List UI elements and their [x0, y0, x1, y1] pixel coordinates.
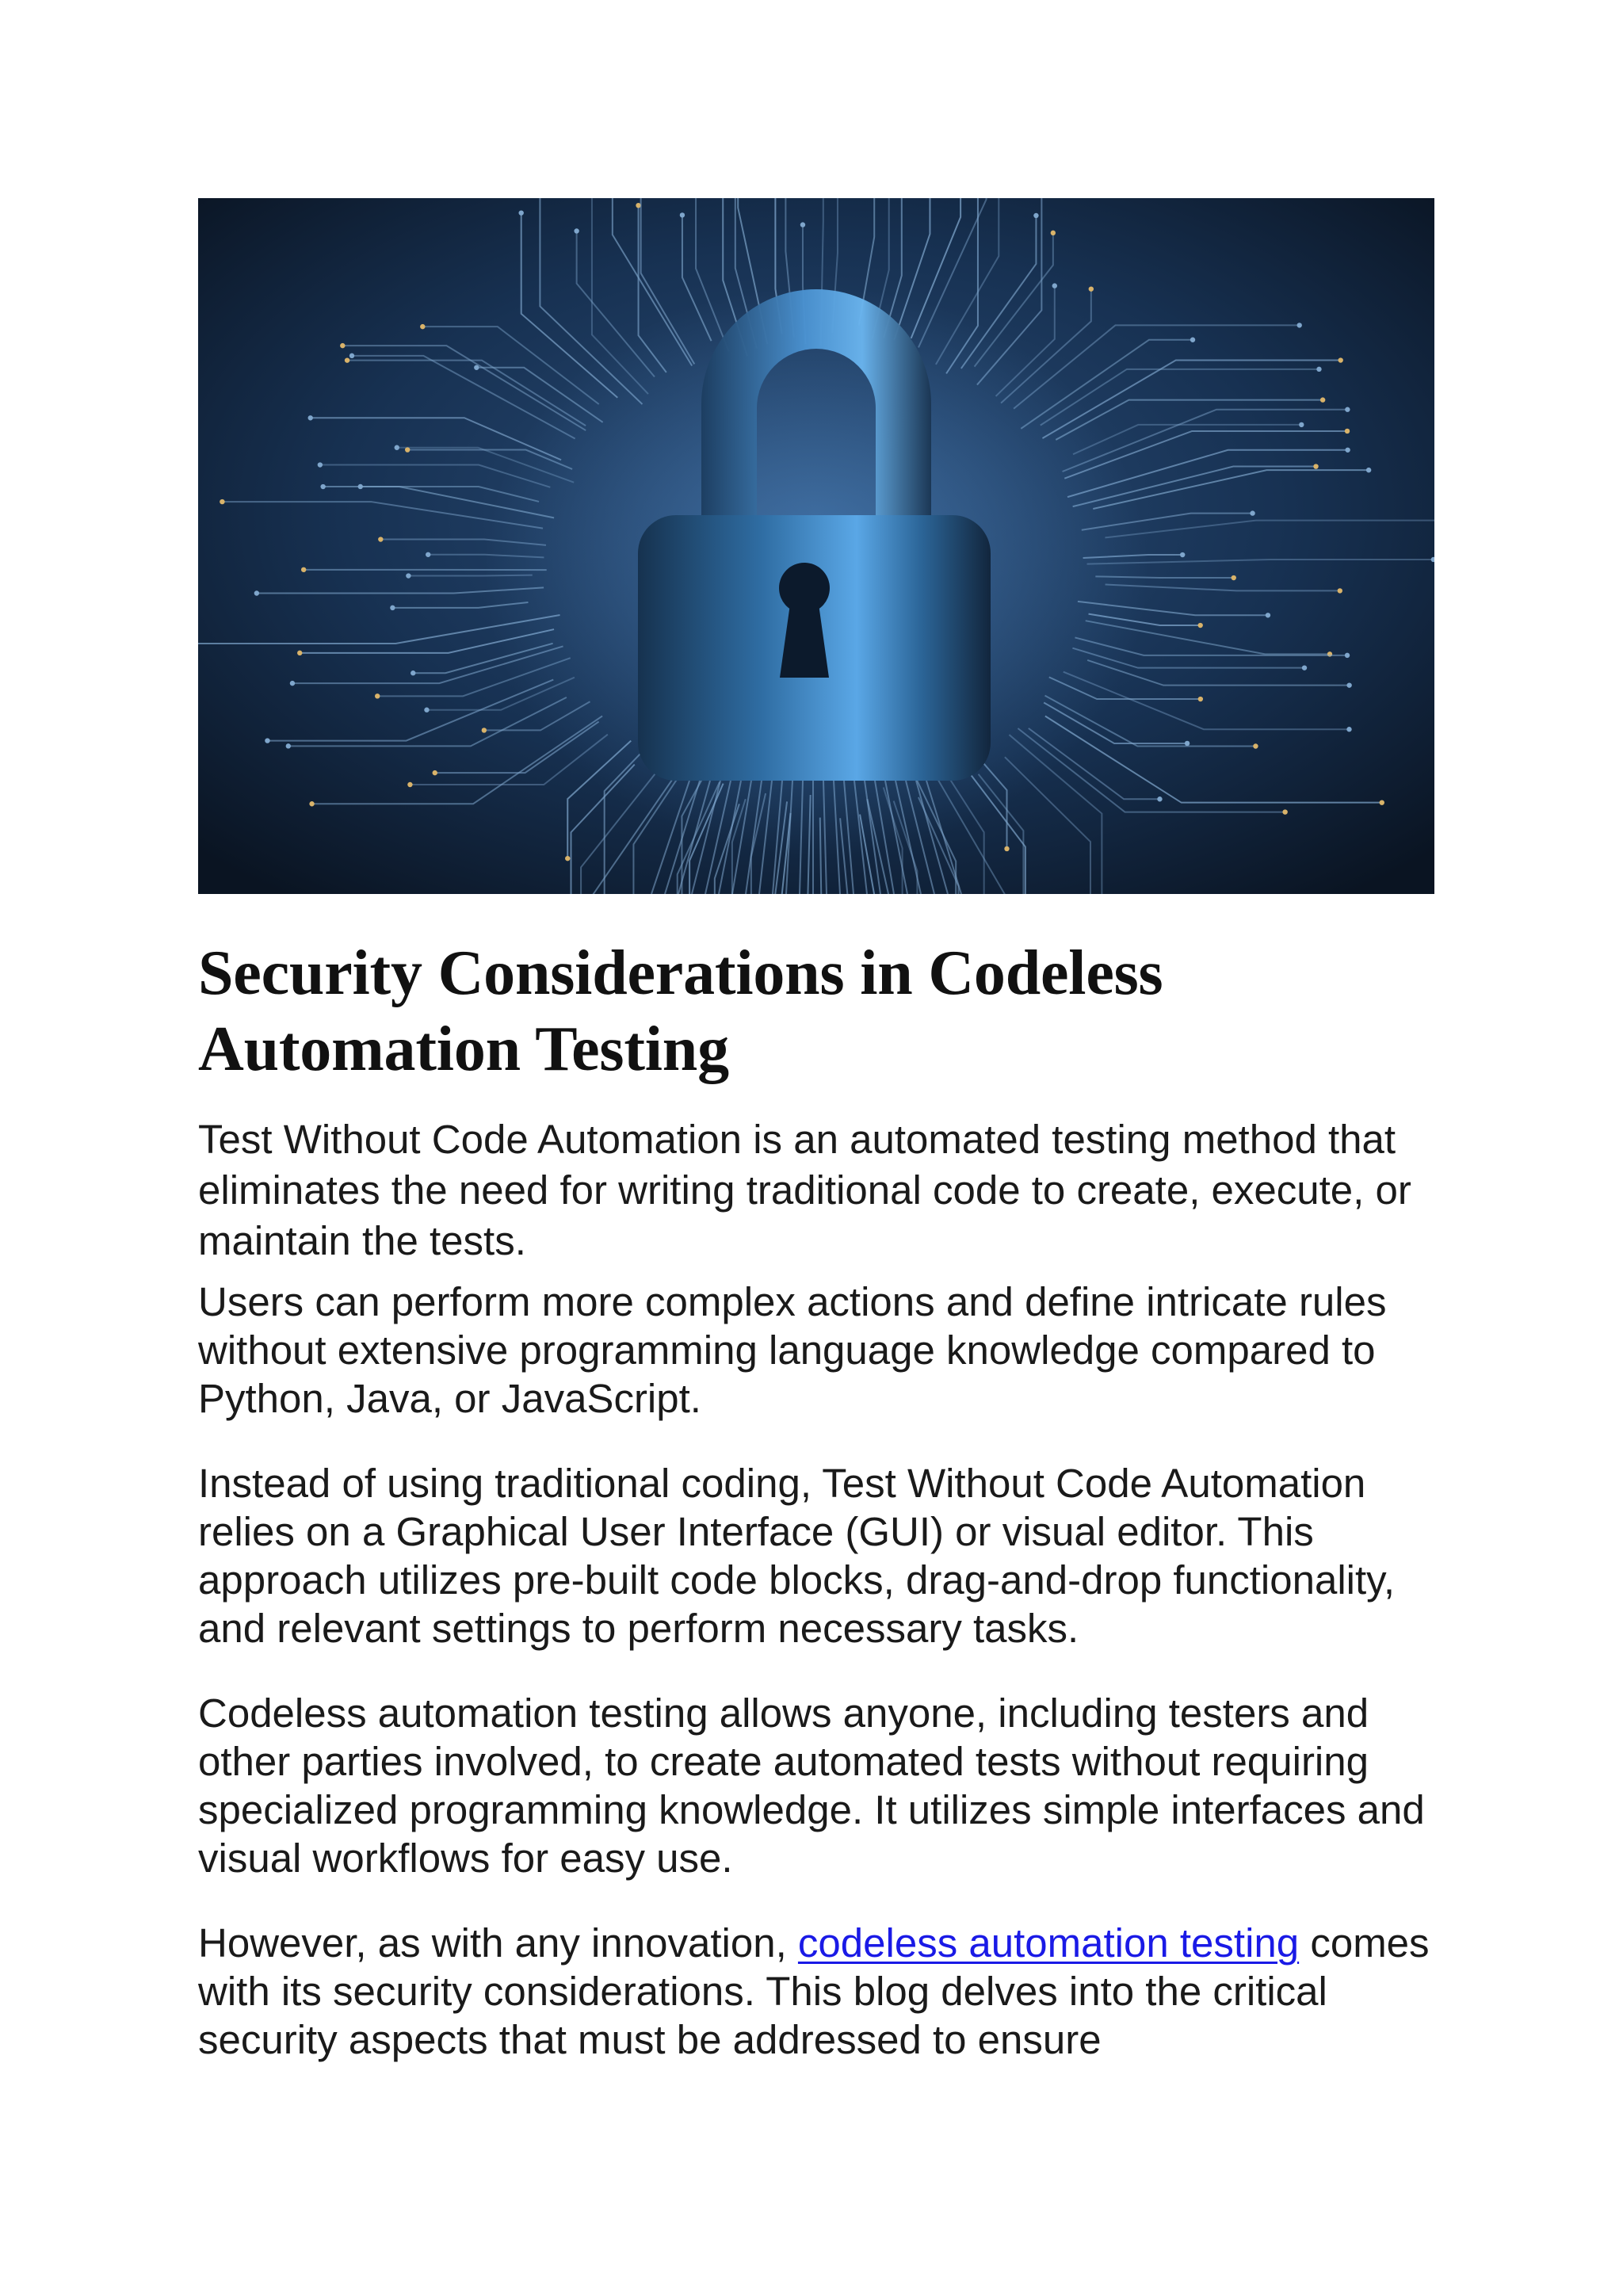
circuit-node — [265, 738, 269, 743]
circuit-node — [1190, 338, 1195, 342]
circuit-node — [680, 212, 685, 217]
circuit-node — [1052, 283, 1057, 288]
title-line-1: Security Considerations in Codeless — [198, 938, 1163, 1008]
paragraph-gui: Instead of using traditional coding, Test Without Code Automation relies on a Graphical User Interface (GUI) or visual editor. This approach utilizes pre-built code blocks, drag-and-drop functionality, and relevant settings to perform necessary tasks. — [198, 1461, 1396, 1651]
circuit-node — [518, 210, 523, 215]
circuit-lock-illustration — [198, 198, 1434, 894]
circuit-node — [1346, 682, 1351, 687]
circuit-node — [301, 567, 306, 572]
circuit-node — [474, 365, 479, 370]
circuit-node — [220, 499, 224, 504]
circuit-node — [290, 681, 295, 686]
circuit-node — [1345, 448, 1350, 453]
circuit-node — [574, 228, 579, 233]
circuit-node — [1380, 800, 1384, 804]
circuit-node — [1313, 464, 1318, 468]
hero-image — [198, 198, 1434, 894]
circuit-node — [254, 590, 259, 595]
circuit-node — [1157, 797, 1162, 801]
circuit-node — [424, 708, 429, 712]
circuit-node — [1346, 727, 1351, 732]
circuit-node — [1345, 653, 1350, 658]
circuit-node — [1345, 429, 1350, 434]
title-line-2: Automation Testing — [198, 1014, 729, 1084]
paragraph-intro: Test Without Code Automation is an automated testing method that eliminates the need for writing traditional code to create, execute, or maintain the tests. — [198, 1117, 1411, 1263]
circuit-node — [320, 484, 325, 489]
circuit-node — [800, 222, 805, 227]
circuit-node — [1198, 697, 1203, 701]
circuit-node — [426, 552, 430, 557]
circuit-node — [1338, 357, 1342, 362]
circuit-node — [1345, 407, 1350, 412]
circuit-node — [308, 415, 313, 420]
circuit-node — [1180, 552, 1185, 557]
circuit-node — [1320, 397, 1325, 402]
circuit-node — [309, 801, 314, 806]
circuit-node — [375, 693, 380, 698]
circuit-node — [420, 324, 425, 329]
circuit-node — [1004, 846, 1009, 851]
circuit-node — [1232, 575, 1236, 580]
circuit-node — [1089, 286, 1094, 291]
codeless-automation-testing-link[interactable]: codeless automation testing — [797, 1920, 1300, 1966]
circuit-node — [345, 357, 349, 362]
circuit-node — [1299, 422, 1304, 427]
paragraph-security-lead: However, as with any innovation, — [198, 1920, 798, 1966]
circuit-node — [406, 573, 411, 578]
paragraph-codeless: Codeless automation testing allows anyone, including testers and other parties involved, to create automated tests without requiring specialized programming knowledge. It utilizes simple interfaces and visual workflows for easy use. — [198, 1690, 1425, 1881]
circuit-node — [1197, 623, 1202, 628]
circuit-node — [1033, 213, 1038, 218]
circuit-node — [318, 462, 323, 467]
circuit-node — [407, 782, 412, 787]
circuit-node — [395, 445, 399, 450]
circuit-node — [390, 606, 395, 610]
circuit-node — [411, 670, 415, 675]
circuit-node — [1250, 510, 1254, 515]
circuit-node — [358, 484, 363, 489]
circuit-node — [340, 343, 345, 348]
circuit-node — [1338, 588, 1342, 593]
circuit-node — [1282, 809, 1287, 814]
circuit-node — [405, 447, 410, 452]
paragraph-users: Users can perform more complex actions and define intricate rules without extensive programming language knowledge compared to Python, Java, or JavaScript. — [198, 1279, 1387, 1421]
circuit-node — [433, 770, 437, 775]
circuit-node — [1051, 231, 1056, 235]
article-body — [198, 935, 1434, 2064]
article-title — [198, 935, 1434, 1087]
circuit-node — [1266, 613, 1270, 617]
circuit-node — [297, 651, 302, 655]
paragraph-security — [198, 1919, 1434, 2064]
circuit-node — [1253, 743, 1258, 748]
circuit-node — [1185, 741, 1190, 746]
circuit-node — [1297, 323, 1302, 327]
circuit-node — [378, 537, 383, 541]
circuit-node — [1366, 468, 1371, 472]
circuit-node — [482, 728, 487, 732]
circuit-node — [286, 743, 291, 748]
circuit-node — [1316, 367, 1321, 372]
paragraph-security-tail: comes with its security considerations. This blog delves into the critical security aspects that must be addressed to ensure — [198, 1920, 1430, 2062]
circuit-node — [1302, 665, 1307, 670]
circuit-node — [349, 353, 354, 358]
circuit-node — [565, 856, 570, 861]
